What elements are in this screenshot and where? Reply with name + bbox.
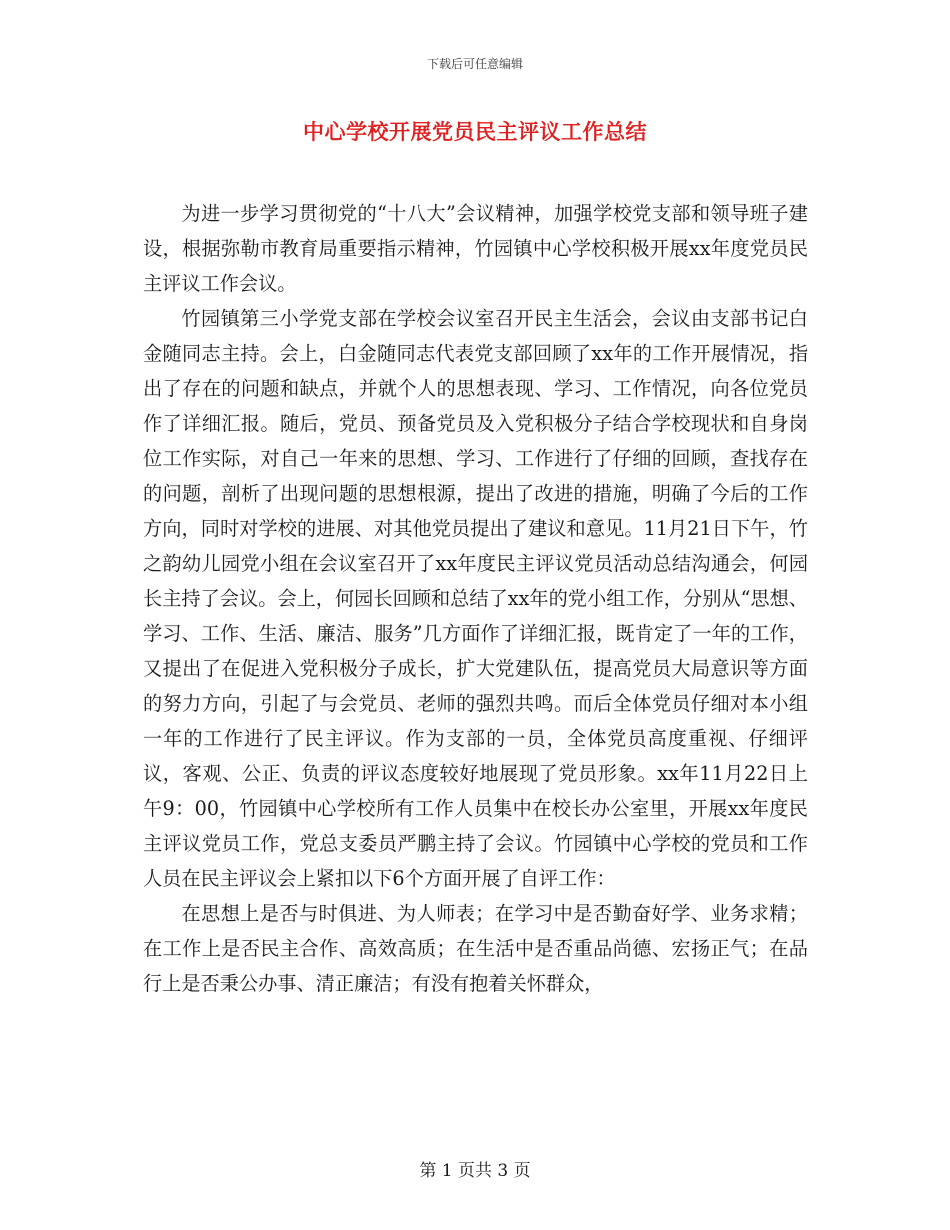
page-number: 第 1 页共 3 页	[419, 1161, 531, 1181]
paragraph-criteria: 在思想上是否与时俱进、为人师表；在学习中是否勤奋好学、业务求精；在工作上是否民主合作、高效高质；在生活中是否重品尚德、宏扬正气；在品行上是否秉公办事、清正廉洁；有没有抱着关怀群众，	[143, 902, 808, 995]
document-body	[143, 196, 808, 1001]
download-note: 下载后可任意编辑	[426, 57, 523, 71]
document-title: 中心学校开展党员民主评议工作总结	[303, 119, 647, 144]
paragraph-meetings: 竹园镇第三小学党支部在学校会议室召开民主生活会，会议由支部书记白金随同志主持。会上，白金随同志代表党支部回顾了xx年的工作开展情况，指出了存在的问题和缺点，并就个人的思想表现、学习、工作情况，向各位党员作了详细汇报。随后，党员、预备党员及入党积极分子结合学校现状和自身岗位工作实际，对自己一年来的思想、学习、工作进行了仔细的回顾，查找存在的问题，剖析了出现问题的思想根源，提出了改进的措施，明确了今后的工作方向，同时对学校的进展、对其他党员提出了建议和意见。11月21日下午，竹之韵幼儿园党小组在会议室召开了xx年度民主评议党员活动总结沟通会，何园长主持了会议。会上，何园长回顾和总结了xx年的党小组工作，分别从“思想、学习、工作、生活、廉洁、服务”几方面作了详细汇报，既肯定了一年的工作，又提出了在促进入党积极分子成长，扩大党建队伍，提高党员大局意识等方面的努力方向，引起了与会党员、老师的强烈共鸣。而后全体党员仔细对本小组一年的工作进行了民主评议。作为支部的一员，全体党员高度重视、仔细评议，客观、公正、负责的评议态度较好地展现了党员形象。xx年11月22日上午9：00，竹园镇中心学校所有工作人员集中在校长办公室里，开展xx年度民主评议党员工作，党总支委员严鹏主持了会议。竹园镇中心学校的党员和工作人员在民主评议会上紧扣以下6个方面开展了自评工作：	[143, 307, 808, 890]
paragraph-intro: 为进一步学习贯彻党的“十八大”会议精神，加强学校党支部和领导班子建设，根据弥勒市教育局重要指示精神，竹园镇中心学校积极开展xx年度党员民主评议工作会议。	[143, 202, 808, 295]
